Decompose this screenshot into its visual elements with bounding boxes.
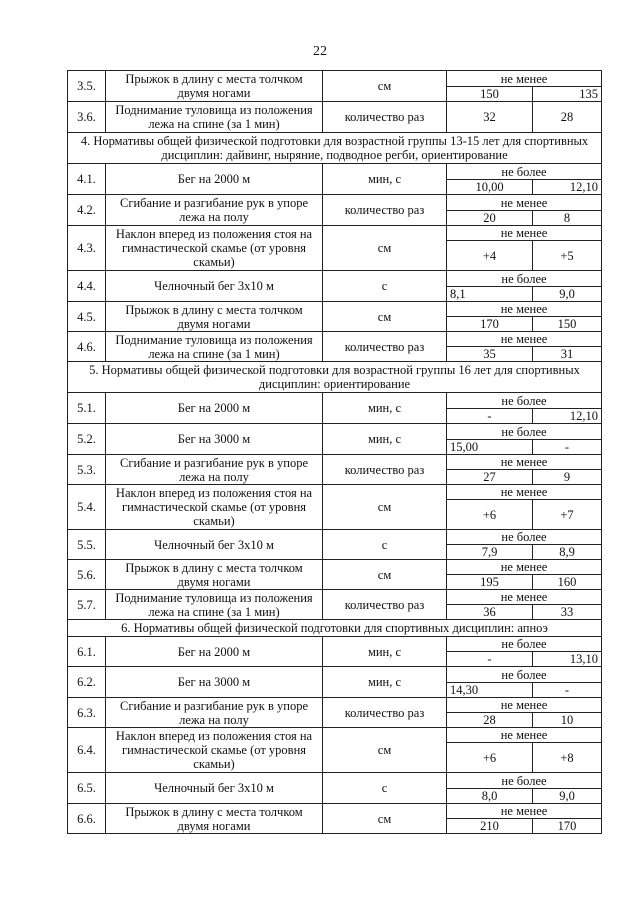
- condition-label: не менее: [447, 71, 602, 87]
- unit-of-measure: см: [323, 71, 447, 102]
- exercise-name: Наклон вперед из положения стоя на гимнастической скамье (от уровня скамьи): [106, 485, 323, 530]
- table-row: [68, 590, 602, 605]
- exercise-name: Бег на 2000 м: [106, 637, 323, 667]
- item-number: 5.3.: [68, 455, 106, 485]
- unit-of-measure: количество раз: [323, 195, 447, 226]
- value-male: +6: [447, 500, 533, 530]
- value-male: 32: [447, 102, 533, 133]
- table-row: [68, 424, 602, 440]
- table-row: [68, 226, 602, 241]
- table-row: [68, 560, 602, 575]
- value-female: 9: [533, 470, 602, 485]
- item-number: 4.2.: [68, 195, 106, 226]
- exercise-name: Сгибание и разгибание рук в упоре лежа на полу: [106, 698, 323, 728]
- value-male: 15,00: [447, 440, 533, 455]
- item-number: 5.4.: [68, 485, 106, 530]
- unit-of-measure: количество раз: [323, 698, 447, 728]
- value-female: 31: [533, 347, 602, 362]
- section-row: [68, 133, 602, 164]
- item-number: 6.2.: [68, 667, 106, 698]
- exercise-name: Бег на 3000 м: [106, 667, 323, 698]
- value-male: 28: [447, 713, 533, 728]
- item-number: 5.5.: [68, 530, 106, 560]
- unit-of-measure: мин, с: [323, 393, 447, 424]
- unit-of-measure: см: [323, 804, 447, 834]
- condition-label: не менее: [447, 804, 602, 819]
- exercise-name: Наклон вперед из положения стоя на гимнастической скамье (от уровня скамьи): [106, 728, 323, 773]
- value-female: 135: [533, 87, 602, 102]
- condition-label: не более: [447, 773, 602, 789]
- exercise-name: Сгибание и разгибание рук в упоре лежа на полу: [106, 455, 323, 485]
- value-female: 8: [533, 211, 602, 226]
- value-female: +5: [533, 241, 602, 271]
- value-female: 12,10: [533, 409, 602, 424]
- value-male: 36: [447, 605, 533, 620]
- value-female: 9,0: [533, 789, 602, 804]
- exercise-name: Прыжок в длину с места толчком двумя ногами: [106, 804, 323, 834]
- section-heading: 6. Нормативы общей физической подготовки для спортивных дисциплин: апноэ: [68, 620, 602, 637]
- table-row: [68, 71, 602, 87]
- value-female: 12,10: [533, 180, 602, 195]
- value-female: +8: [533, 743, 602, 773]
- value-male: 210: [447, 819, 533, 834]
- condition-label: не более: [447, 667, 602, 683]
- table-row: [68, 455, 602, 470]
- unit-of-measure: мин, с: [323, 424, 447, 455]
- value-male: 195: [447, 575, 533, 590]
- table-row: [68, 637, 602, 652]
- unit-of-measure: мин, с: [323, 637, 447, 667]
- value-male: 35: [447, 347, 533, 362]
- item-number: 5.7.: [68, 590, 106, 620]
- exercise-name: Прыжок в длину с места толчком двумя ногами: [106, 71, 323, 102]
- condition-label: не менее: [447, 728, 602, 743]
- item-number: 6.1.: [68, 637, 106, 667]
- table-row: [68, 667, 602, 683]
- unit-of-measure: см: [323, 728, 447, 773]
- exercise-name: Прыжок в длину с места толчком двумя ногами: [106, 302, 323, 332]
- item-number: 5.2.: [68, 424, 106, 455]
- condition-label: не менее: [447, 485, 602, 500]
- condition-label: не менее: [447, 698, 602, 713]
- section-row: [68, 362, 602, 393]
- value-male: 27: [447, 470, 533, 485]
- section-heading: 4. Нормативы общей физической подготовки для возрастной группы 13-15 лет для спортивных дисциплин: дайвинг, ныряние, подводное регби, ориентирование: [68, 133, 602, 164]
- value-male: 8,1: [447, 287, 533, 302]
- item-number: 4.4.: [68, 271, 106, 302]
- value-female: 13,10: [533, 652, 602, 667]
- unit-of-measure: мин, с: [323, 164, 447, 195]
- condition-label: не менее: [447, 332, 602, 347]
- table-row: [68, 332, 602, 347]
- item-number: 5.6.: [68, 560, 106, 590]
- exercise-name: Сгибание и разгибание рук в упоре лежа на полу: [106, 195, 323, 226]
- unit-of-measure: с: [323, 530, 447, 560]
- value-female: 28: [533, 102, 602, 133]
- value-female: 10: [533, 713, 602, 728]
- standards-table: [67, 70, 602, 834]
- unit-of-measure: количество раз: [323, 102, 447, 133]
- condition-label: не более: [447, 393, 602, 409]
- condition-label: не более: [447, 530, 602, 545]
- exercise-name: Поднимание туловища из положения лежа на спине (за 1 мин): [106, 102, 323, 133]
- unit-of-measure: см: [323, 560, 447, 590]
- condition-label: не менее: [447, 455, 602, 470]
- item-number: 3.5.: [68, 71, 106, 102]
- table-row: [68, 164, 602, 180]
- value-male: 8,0: [447, 789, 533, 804]
- page-number: 22: [313, 44, 327, 59]
- item-number: 6.5.: [68, 773, 106, 804]
- exercise-name: Поднимание туловища из положения лежа на спине (за 1 мин): [106, 332, 323, 362]
- condition-label: не менее: [447, 590, 602, 605]
- condition-label: не более: [447, 271, 602, 287]
- table-row: [68, 271, 602, 287]
- unit-of-measure: с: [323, 271, 447, 302]
- exercise-name: Бег на 2000 м: [106, 393, 323, 424]
- item-number: 5.1.: [68, 393, 106, 424]
- table-row: [68, 698, 602, 713]
- condition-label: не менее: [447, 195, 602, 211]
- condition-label: не менее: [447, 302, 602, 317]
- value-female: -: [533, 683, 602, 698]
- unit-of-measure: с: [323, 773, 447, 804]
- table-row: [68, 195, 602, 211]
- table-row: [68, 804, 602, 819]
- value-male: -: [447, 409, 533, 424]
- value-male: 20: [447, 211, 533, 226]
- table-row: [68, 773, 602, 789]
- value-male: 7,9: [447, 545, 533, 560]
- unit-of-measure: см: [323, 226, 447, 271]
- condition-label: не более: [447, 164, 602, 180]
- value-male: 10,00: [447, 180, 533, 195]
- value-female: 170: [533, 819, 602, 834]
- condition-label: не более: [447, 637, 602, 652]
- value-female: 160: [533, 575, 602, 590]
- item-number: 6.6.: [68, 804, 106, 834]
- exercise-name: Челночный бег 3x10 м: [106, 530, 323, 560]
- unit-of-measure: см: [323, 485, 447, 530]
- value-male: 14,30: [447, 683, 533, 698]
- table-row: [68, 530, 602, 545]
- table-row: [68, 302, 602, 317]
- value-female: -: [533, 440, 602, 455]
- table-row: [68, 102, 602, 133]
- table-row: [68, 728, 602, 743]
- item-number: 6.4.: [68, 728, 106, 773]
- exercise-name: Бег на 2000 м: [106, 164, 323, 195]
- condition-label: не более: [447, 424, 602, 440]
- unit-of-measure: количество раз: [323, 332, 447, 362]
- value-female: 8,9: [533, 545, 602, 560]
- item-number: 6.3.: [68, 698, 106, 728]
- unit-of-measure: количество раз: [323, 590, 447, 620]
- exercise-name: Бег на 3000 м: [106, 424, 323, 455]
- unit-of-measure: см: [323, 302, 447, 332]
- value-male: 170: [447, 317, 533, 332]
- section-heading: 5. Нормативы общей физической подготовки для возрастной группы 16 лет для спортивных дисциплин: ориентирование: [68, 362, 602, 393]
- value-female: +7: [533, 500, 602, 530]
- value-male: 150: [447, 87, 533, 102]
- unit-of-measure: количество раз: [323, 455, 447, 485]
- exercise-name: Челночный бег 3x10 м: [106, 271, 323, 302]
- value-female: 150: [533, 317, 602, 332]
- item-number: 4.3.: [68, 226, 106, 271]
- exercise-name: Прыжок в длину с места толчком двумя ногами: [106, 560, 323, 590]
- value-male: -: [447, 652, 533, 667]
- condition-label: не менее: [447, 226, 602, 241]
- exercise-name: Наклон вперед из положения стоя на гимнастической скамье (от уровня скамьи): [106, 226, 323, 271]
- value-female: 33: [533, 605, 602, 620]
- section-row: [68, 620, 602, 637]
- table-row: [68, 393, 602, 409]
- unit-of-measure: мин, с: [323, 667, 447, 698]
- item-number: 4.1.: [68, 164, 106, 195]
- value-male: +6: [447, 743, 533, 773]
- item-number: 4.5.: [68, 302, 106, 332]
- exercise-name: Челночный бег 3x10 м: [106, 773, 323, 804]
- item-number: 4.6.: [68, 332, 106, 362]
- exercise-name: Поднимание туловища из положения лежа на спине (за 1 мин): [106, 590, 323, 620]
- value-male: +4: [447, 241, 533, 271]
- condition-label: не менее: [447, 560, 602, 575]
- value-female: 9,0: [533, 287, 602, 302]
- table-row: [68, 485, 602, 500]
- item-number: 3.6.: [68, 102, 106, 133]
